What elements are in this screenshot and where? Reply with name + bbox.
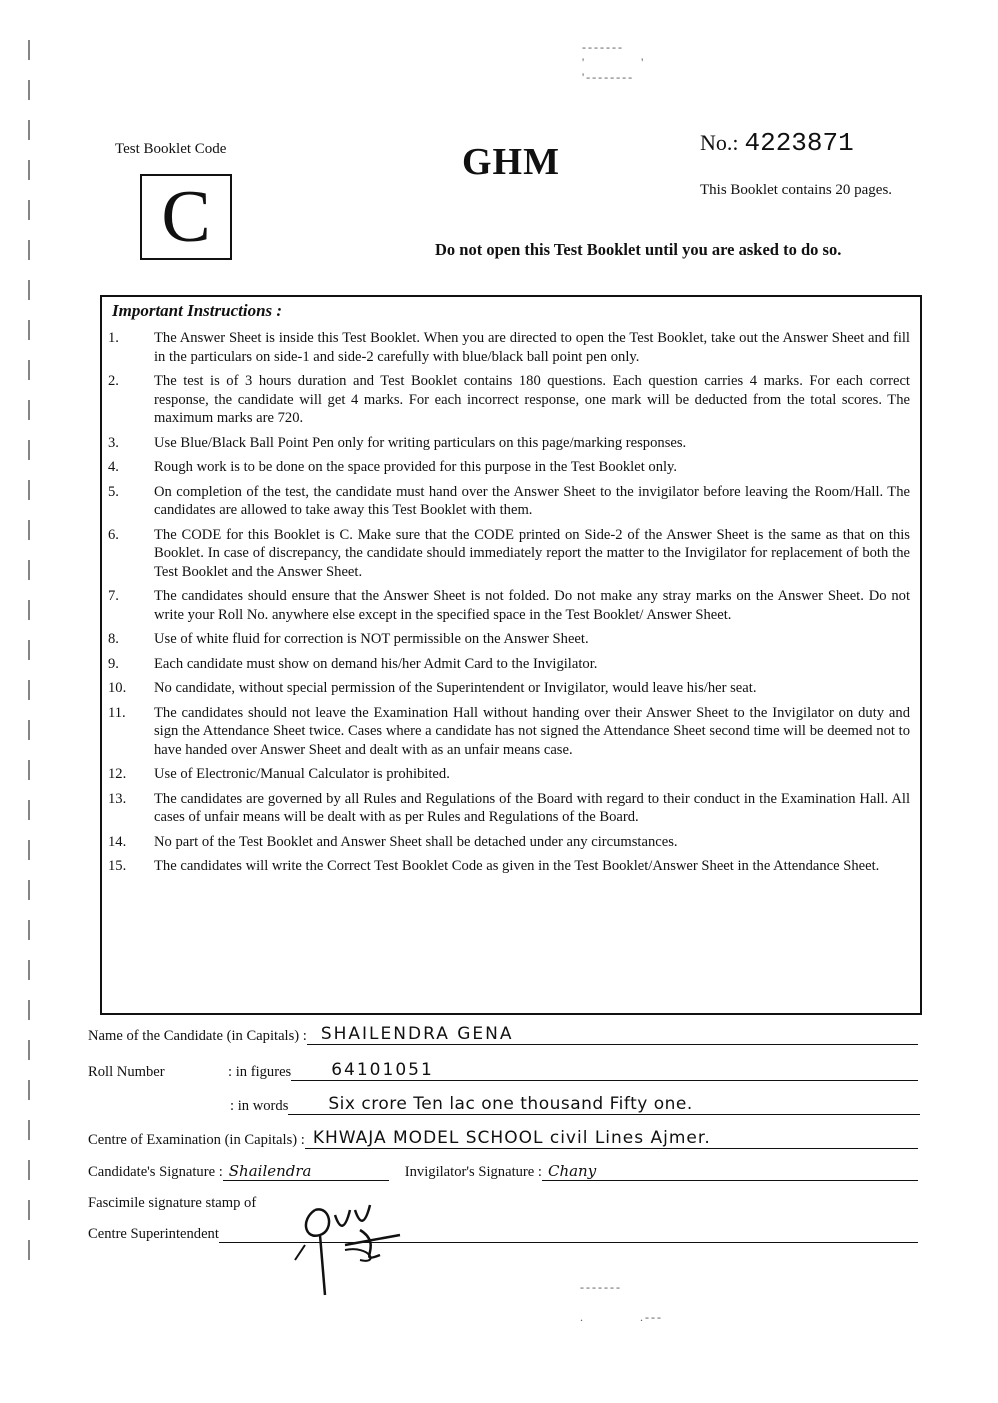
instruction-item: [108, 526, 910, 582]
instruction-item: [108, 434, 910, 453]
instruction-text: The candidates should ensure that the Answer Sheet is not folded. Do not make any stray marks on the Answer Sheet. Do not write your Roll No. anywhere else except in the specified space in the Test Booklet/ Answer Sheet.: [154, 588, 910, 623]
instruction-item: [108, 372, 910, 428]
centre-field[interactable]: KHWAJA MODEL SCHOOL civil Lines Ajmer.: [305, 1128, 918, 1149]
centre-row: [88, 1128, 918, 1149]
superintendent-signature-stamp: [285, 1190, 415, 1300]
instruction-text: Each candidate must show on demand his/her Admit Card to the Invigilator.: [154, 655, 598, 672]
instruction-text: The test is of 3 hours duration and Test Booklet contains 180 questions. Each question carries 4 marks. For each correct response, the candidate will get 4 marks. For each incorrect response, one mark will be deducted from the total scores. The maximum marks are 720.: [154, 373, 910, 426]
instruction-text: No part of the Test Booklet and Answer Sheet shall be detached under any circumstances.: [154, 833, 678, 850]
instruction-number: 5.: [108, 483, 119, 500]
scan-marks-top: ------- ' ' '--------: [582, 40, 646, 84]
instruction-number: 15.: [108, 858, 127, 874]
instruction-item: [108, 630, 910, 649]
instruction-text: Use Blue/Black Ball Point Pen only for writing particulars on this page/marking responses.: [154, 434, 687, 451]
instruction-text: No candidate, without special permission of the Superintendent or Invigilator, would leave his/her seat.: [154, 680, 757, 696]
instruction-item: [108, 587, 910, 624]
signature-row: [88, 1162, 918, 1181]
name-label: Name of the Candidate (in Capitals) :: [88, 1028, 307, 1044]
number-value: 4223871: [744, 128, 854, 158]
roll-figures-row: [88, 1060, 918, 1081]
instruction-number: 14.: [108, 833, 127, 850]
instruction-text: The CODE for this Booklet is C. Make sure that the CODE printed on Side-2 of the Answer Sheet is the same as that on this Booklet. In case of discrepancy, the candidate should immediately report the matter to the Invigilator for replacement of both the Test Booklet and the Answer Sheet.: [154, 526, 910, 580]
instruction-number: 4.: [108, 459, 119, 475]
invigilator-signature-label: Invigilator's Signature :: [404, 1164, 542, 1180]
centre-label: Centre of Examination (in Capitals) :: [88, 1132, 305, 1148]
name-field[interactable]: SHAILENDRA GENA: [307, 1024, 918, 1045]
instruction-number: 10.: [108, 680, 127, 696]
candidate-signature-field[interactable]: Shailendra: [223, 1162, 389, 1181]
instruction-number: 9.: [108, 655, 119, 672]
instruction-text: The candidates will write the Correct Test Booklet Code as given in the Test Booklet/Answer Sheet in the Attendance Sheet.: [154, 858, 880, 874]
instruction-item: [108, 655, 910, 674]
invigilator-signature-field[interactable]: Chany: [542, 1162, 918, 1181]
instruction-text: The candidates should not leave the Examination Hall without handing over their Answer Sheet to the Invigilator on duty and sign the Attendance Sheet twice. Cases where a candidate has not signed the Attendance Sheet second time will be deemed not to have handed over Answer Sheet and dealt with as an unfair means case.: [154, 704, 910, 758]
instruction-number: 7.: [108, 588, 119, 604]
instruction-number: 8.: [108, 631, 119, 647]
instruction-text: The candidates are governed by all Rules and Regulations of the Board with regard to their conduct in the Examination Hall. All cases of unfair means will be dealt with as per Rules and Regulations of the Board.: [154, 790, 910, 825]
scan-edge: [28, 40, 30, 1280]
instruction-text: The Answer Sheet is inside this Test Booklet. When you are directed to open the Test Booklet, take out the Answer Sheet and fill in the particulars on side-1 and side-2 carefully with blue/black ball point pen only.: [154, 330, 910, 365]
page-count: This Booklet contains 20 pages.: [700, 182, 893, 198]
booklet-code-box: C: [140, 174, 232, 260]
booklet-code-label: Test Booklet Code: [115, 141, 227, 157]
instruction-number: 1.: [108, 330, 119, 346]
instruction-text: Rough work is to be done on the space provided for this purpose in the Test Booklet only.: [154, 459, 678, 475]
stamp-row: [88, 1226, 918, 1243]
stamp-label-1: Fascimile signature stamp of: [88, 1195, 257, 1211]
roll-words-row: [230, 1094, 920, 1115]
instruction-item: [108, 833, 910, 852]
instruction-item: [108, 458, 910, 477]
instruction-number: 13.: [108, 790, 127, 807]
stamp-label-2: Centre Superintendent: [88, 1226, 219, 1242]
instruction-item: [108, 483, 910, 520]
instruction-item: [108, 790, 910, 827]
series-code: GHM: [462, 141, 560, 183]
instruction-item: [108, 329, 910, 366]
instructions-box: [100, 295, 922, 1015]
instruction-number: 2.: [108, 373, 119, 389]
instruction-text: On completion of the test, the candidate must hand over the Answer Sheet to the invigilator before leaving the Room/Hall. The candidates are allowed to take away this Test Booklet with them.: [154, 483, 910, 518]
instruction-item: [108, 857, 910, 876]
instructions-list: [108, 329, 910, 876]
name-row: [88, 1024, 918, 1045]
instruction-text: Use of white fluid for correction is NOT permissible on the Answer Sheet.: [154, 631, 589, 647]
instruction-item: [108, 679, 910, 698]
instruction-text: Use of Electronic/Manual Calculator is prohibited.: [154, 766, 450, 782]
instruction-number: 12.: [108, 766, 127, 782]
figures-label: : in figures: [228, 1064, 292, 1080]
instruction-number: 3.: [108, 434, 119, 451]
roll-figures-field[interactable]: 64101051: [291, 1060, 918, 1081]
instruction-number: 11.: [108, 704, 126, 721]
instruction-item: [108, 765, 910, 784]
roll-label: Roll Number: [88, 1064, 165, 1080]
open-warning: Do not open this Test Booklet until you are asked to do so.: [435, 240, 842, 259]
roll-words-field[interactable]: Six crore Ten lac one thousand Fifty one.: [288, 1094, 920, 1115]
instructions-title: Important Instructions :: [112, 301, 283, 320]
instruction-number: 6.: [108, 526, 119, 543]
number-label: No.:: [700, 130, 739, 155]
scan-marks-bottom: ------- . .---: [580, 1280, 663, 1324]
candidate-signature-label: Candidate's Signature :: [88, 1164, 223, 1180]
booklet-number: [700, 128, 854, 158]
words-label: : in words: [230, 1098, 289, 1114]
instruction-item: [108, 704, 910, 760]
